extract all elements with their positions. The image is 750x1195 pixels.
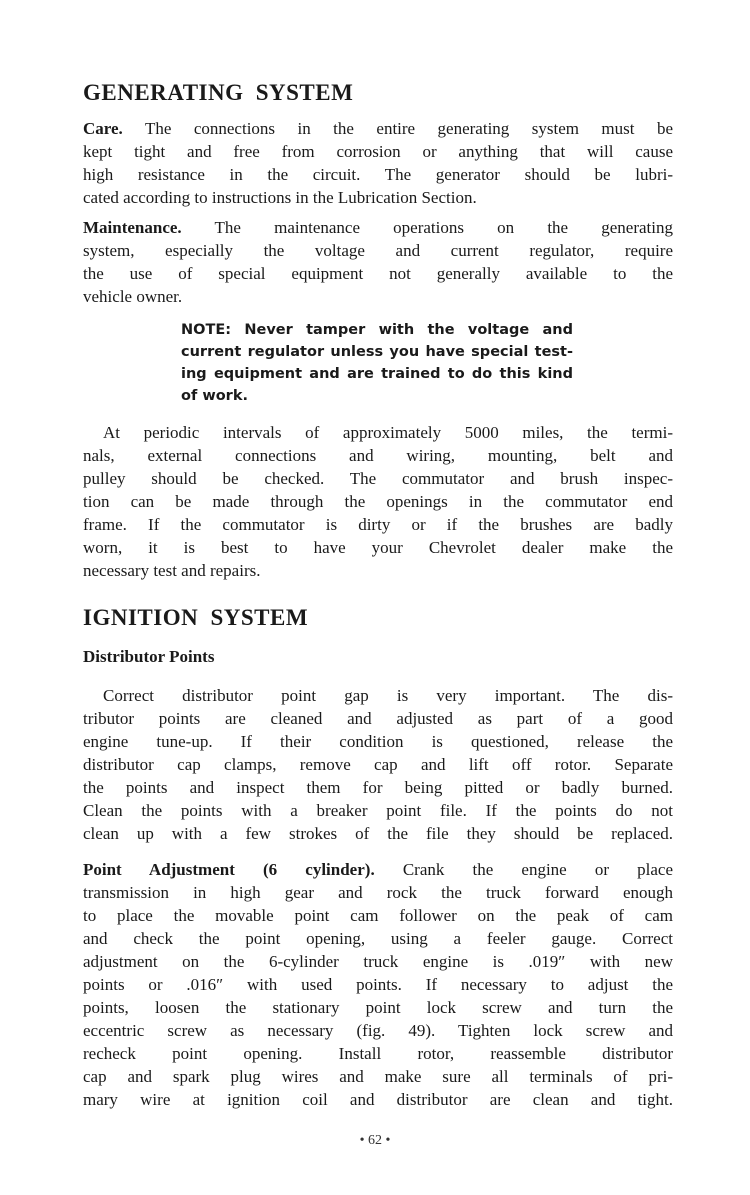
subheading-distributor-points: Distributor Points	[83, 647, 215, 666]
lead-point-adjustment: Point Adjustment (6 cylinder).	[83, 860, 375, 879]
page-number: • 62 •	[359, 1133, 391, 1148]
section-heading-ignition-system: IGNITION SYSTEM	[83, 605, 309, 630]
lead-maintenance: Maintenance.	[83, 218, 182, 237]
lead-care: Care.	[83, 119, 123, 138]
note-block: NOTE: Never tamper with the voltage and current regulator unless you have special test- ing equipment and are trained to do this kind of work.	[181, 322, 573, 404]
section-heading-generating-system: GENERATING SYSTEM	[83, 80, 354, 105]
